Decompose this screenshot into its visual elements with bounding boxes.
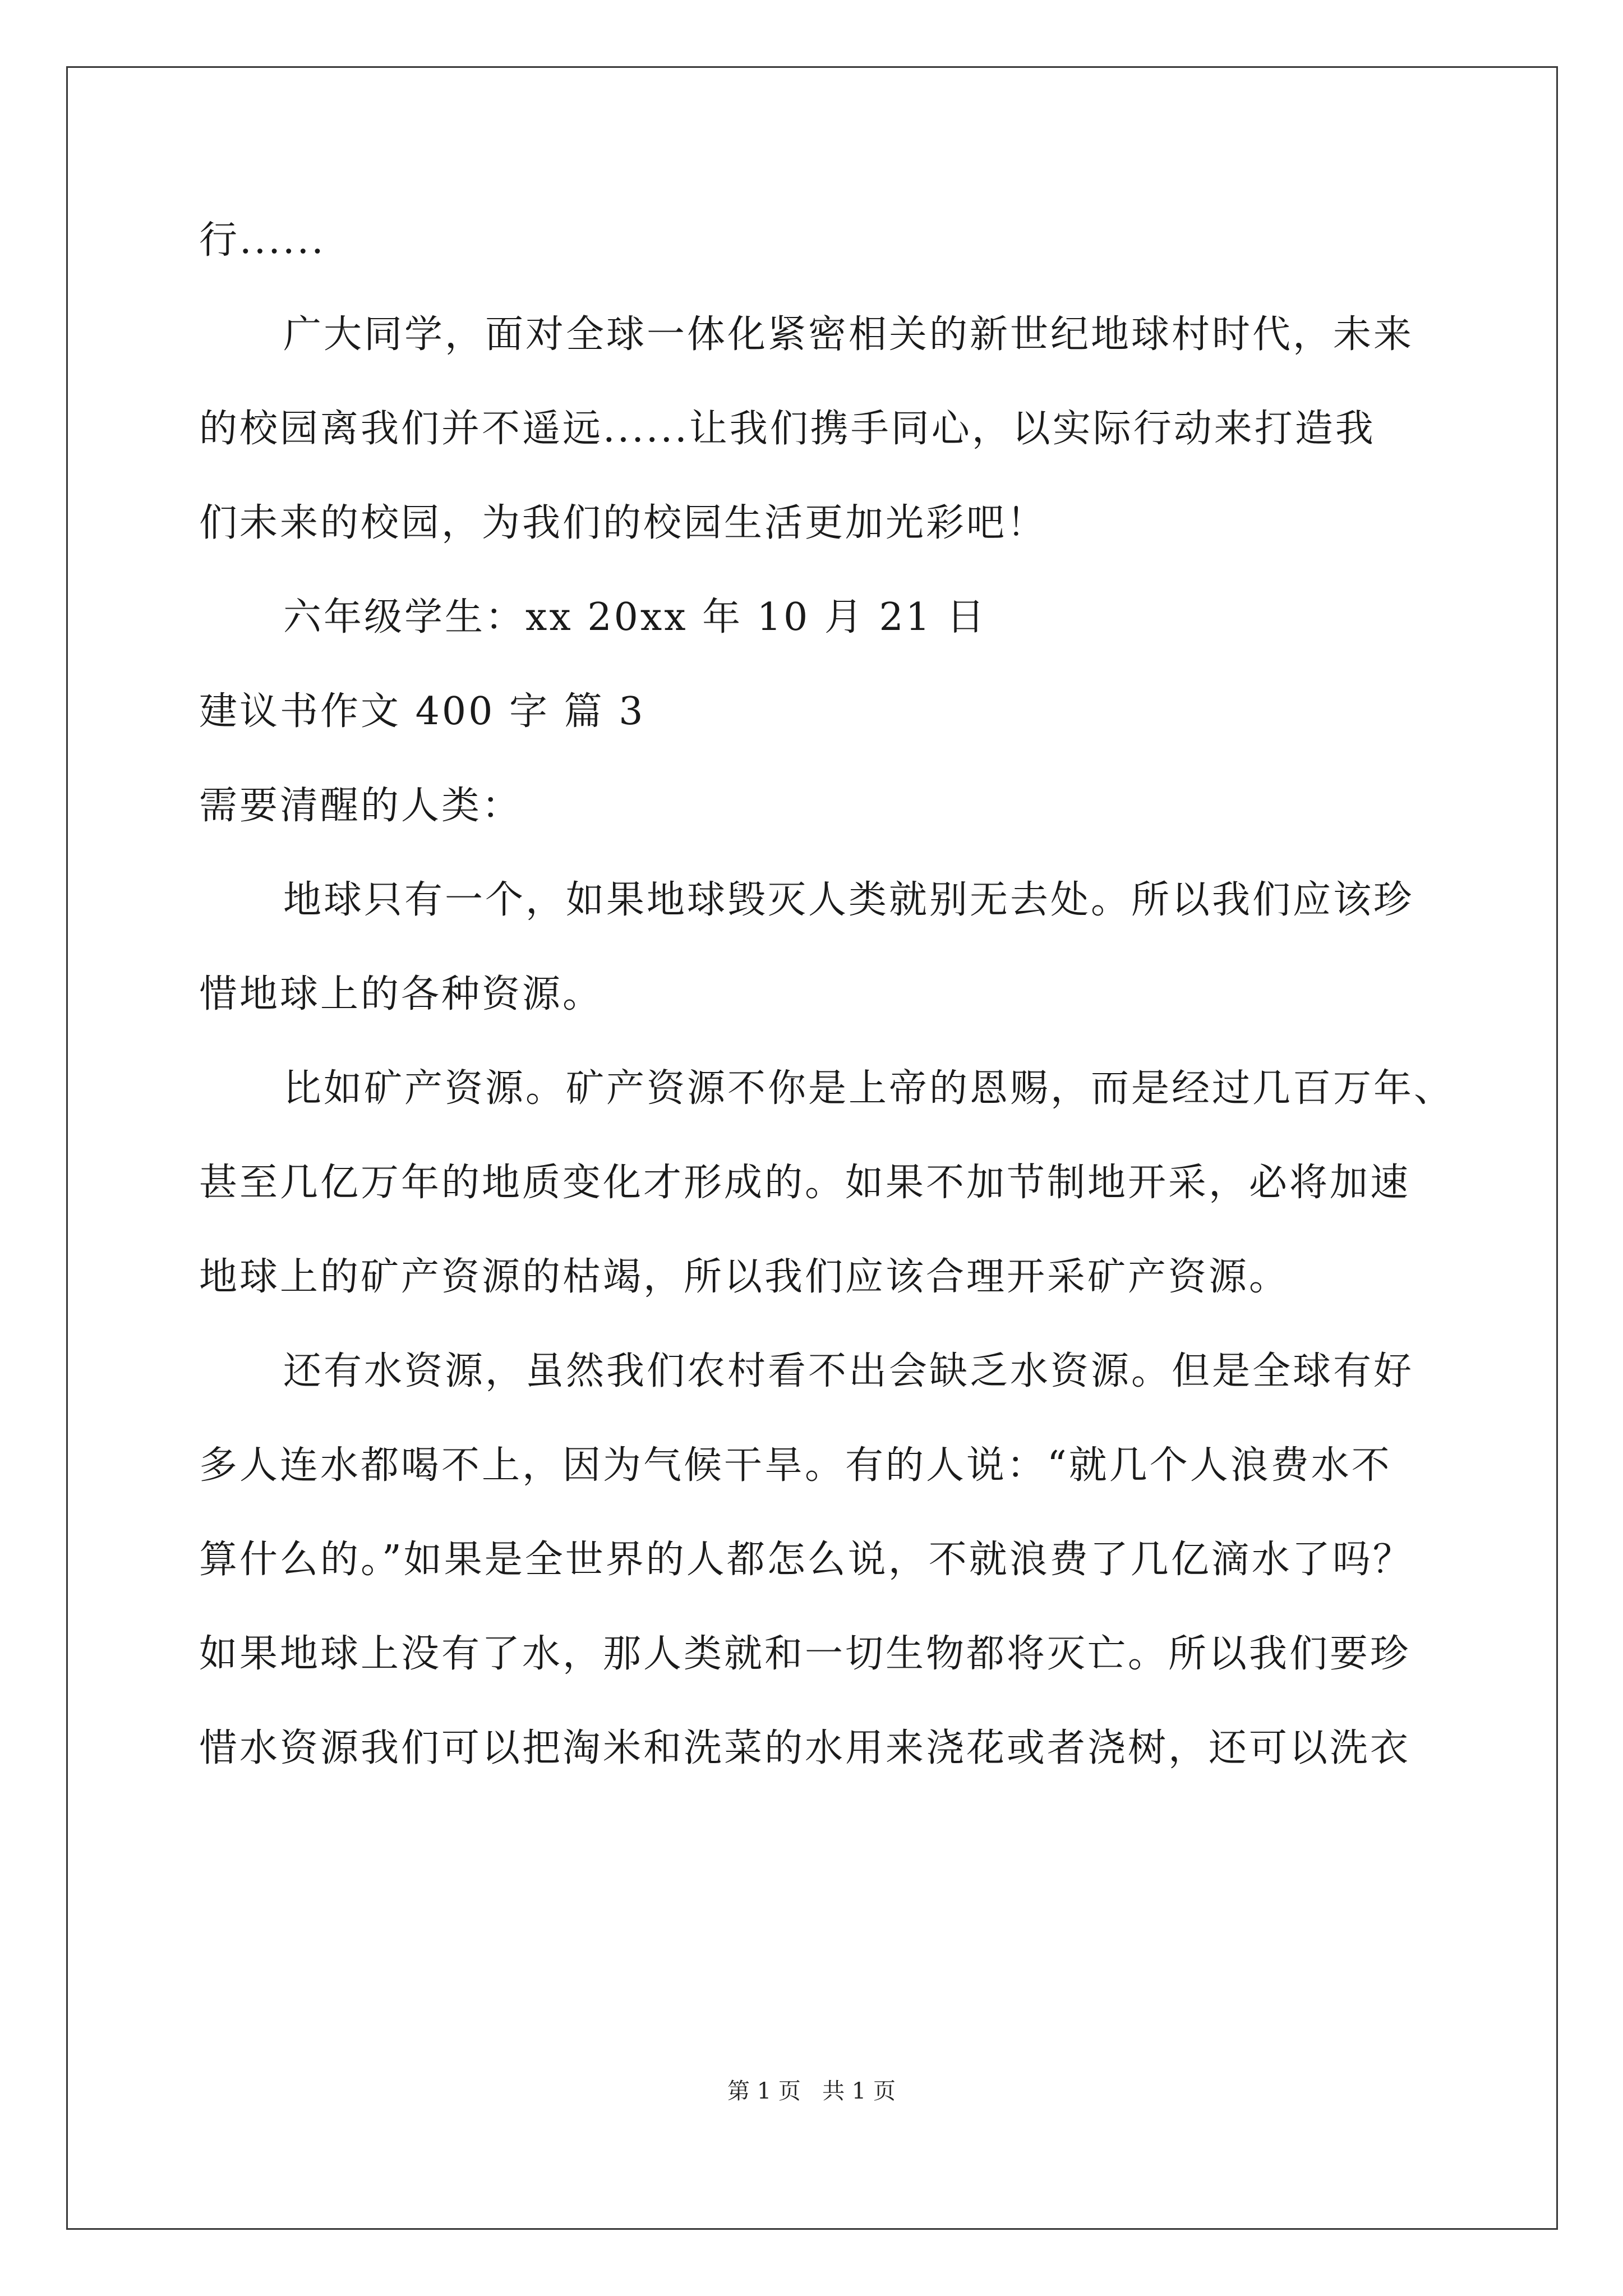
- text-line: 地球上的矿产资源的枯竭，所以我们应该合理开采矿产资源。: [199, 1255, 1290, 1299]
- text-line: 多人连水都喝不上，因为气候干旱。有的人说：“就几个人浪费水不: [199, 1443, 1392, 1488]
- paragraph-start: 广大同学，面对全球一体化紧密相关的新世纪地球村时代，未来: [283, 312, 1414, 357]
- text-line: 甚至几亿万年的地质变化才形成的。如果不加节制地开采，必将加速: [199, 1161, 1411, 1205]
- page-footer: 第 1 页 共 1 页: [727, 2078, 896, 2104]
- paragraph-start: 地球只有一个，如果地球毁灭人类就别无去处。所以我们应该珍: [283, 878, 1414, 922]
- paragraph-start: 比如矿产资源。矿产资源不你是上帝的恩赐，而是经过几百万年、: [283, 1066, 1455, 1111]
- document-body: [199, 218, 1467, 1824]
- section-heading: 建议书作文 400 字 篇 3: [199, 689, 645, 734]
- salutation: 需要清醒的人类：: [199, 784, 523, 828]
- text-line: 算什么的。”如果是全世界的人都怎么说，不就浪费了几亿滴水了吗？: [199, 1538, 1413, 1582]
- signature-line: 六年级学生：xx 20xx 年 10 月 21 日: [283, 595, 987, 639]
- text-line: 如果地球上没有了水，那人类就和一切生物都将灭亡。所以我们要珍: [199, 1632, 1411, 1676]
- text-line: 惜地球上的各种资源。: [199, 972, 603, 1016]
- text-line: 们未来的校园，为我们的校园生活更加光彩吧！: [199, 501, 1048, 545]
- text-line: 惜水资源我们可以把淘米和洗菜的水用来浇花或者浇树，还可以洗衣: [199, 1726, 1411, 1770]
- text-line: 的校园离我们并不遥远......让我们携手同心，以实际行动来打造我: [199, 407, 1376, 451]
- paragraph-start: 还有水资源，虽然我们农村看不出会缺乏水资源。但是全球有好: [283, 1349, 1414, 1393]
- text-line: 行......: [199, 218, 326, 263]
